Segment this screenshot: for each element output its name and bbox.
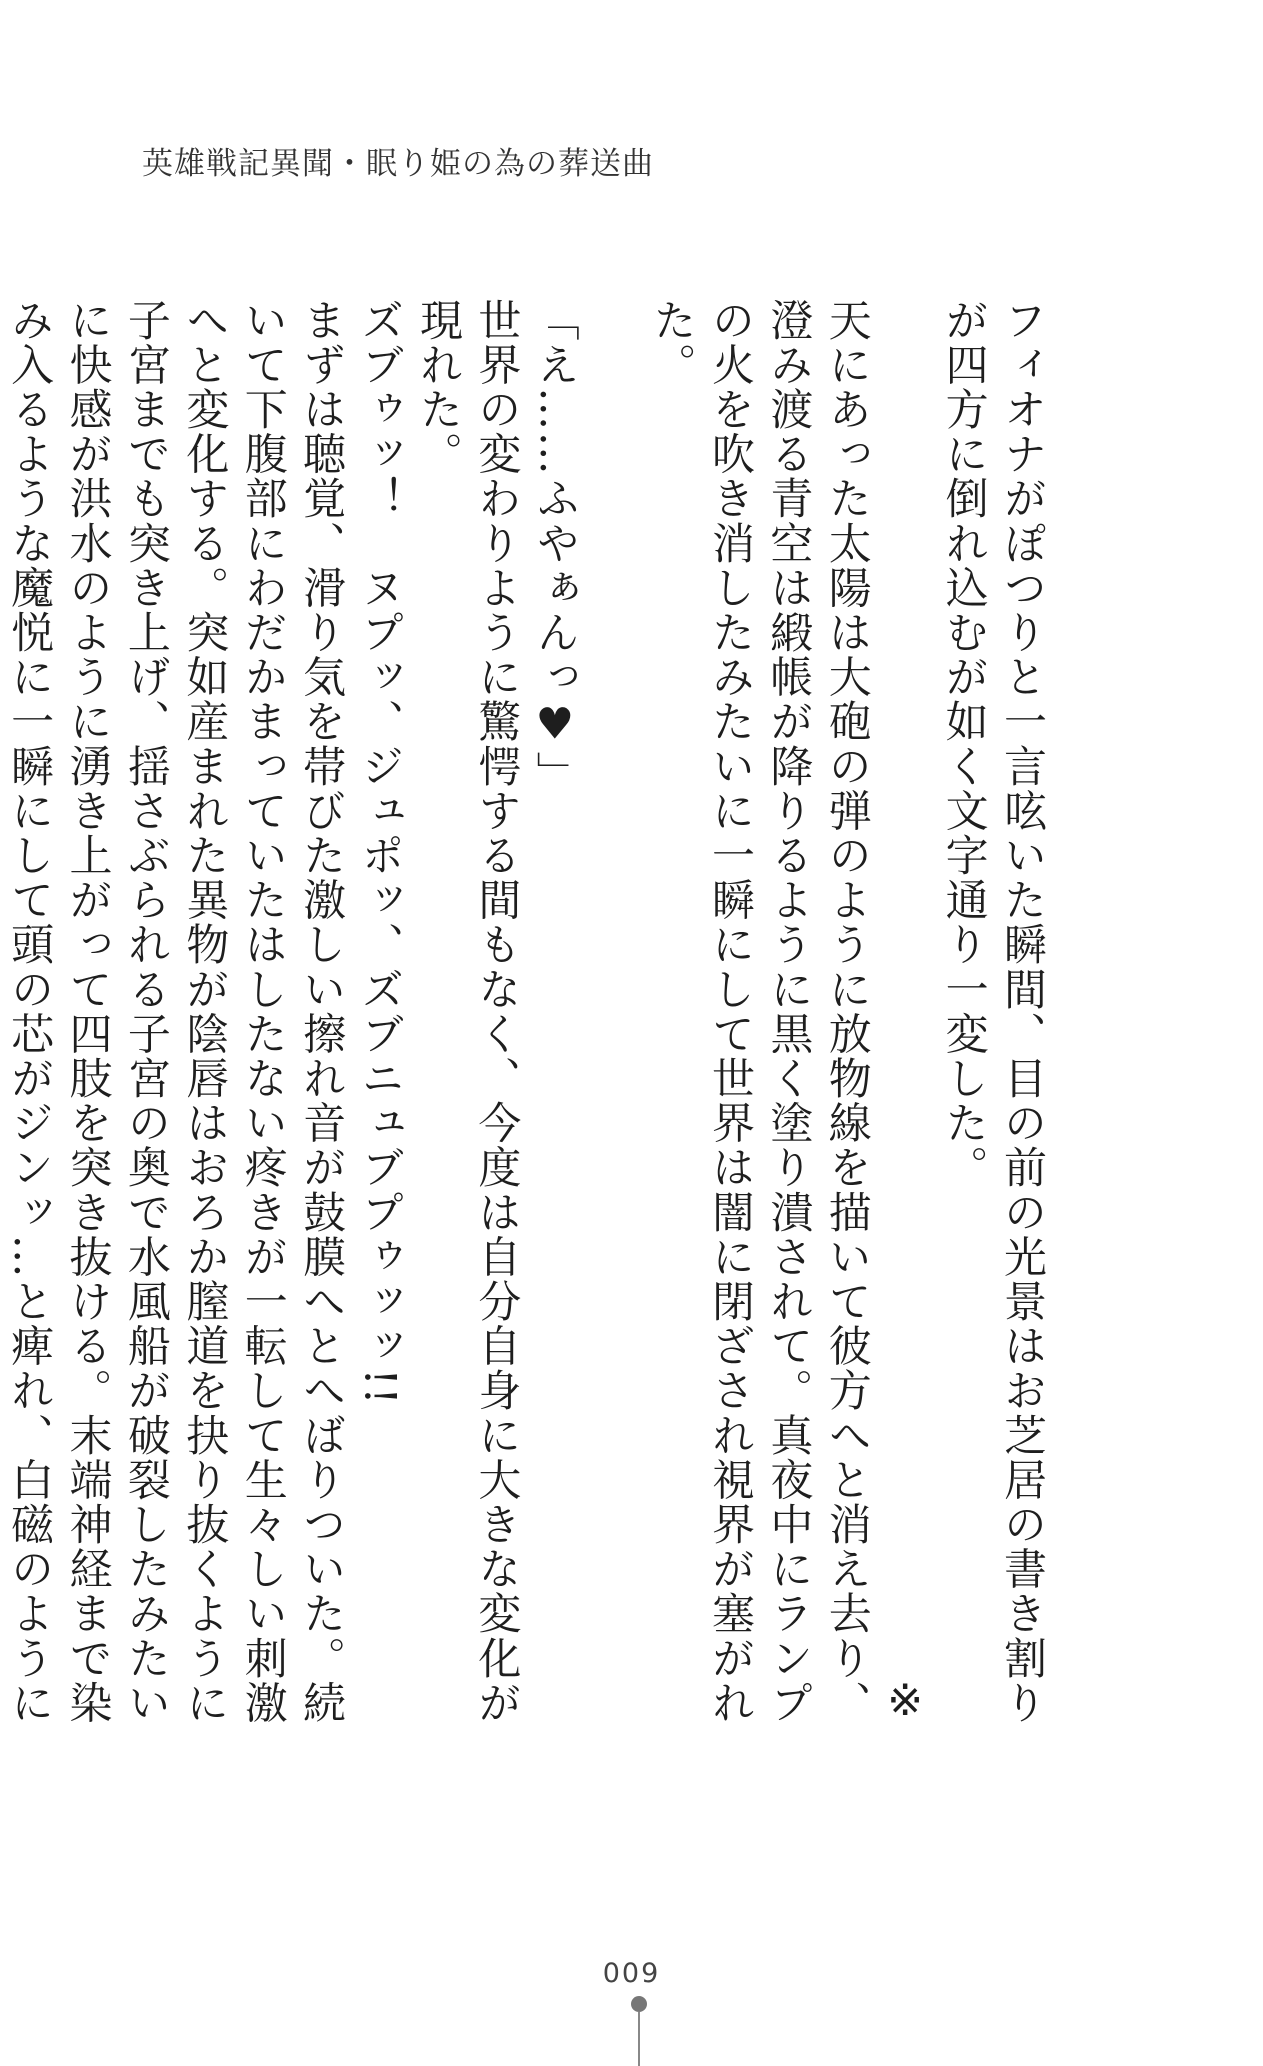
page-marker-line xyxy=(638,2012,640,2066)
paragraph-2: 天にあった太陽は大砲の弾のように放物線を描いて彼方へと消え去り、澄み渡る青空は緞帳が降りるように黒く塗り潰されて。真夜中にランプの火を吹き消したみたいに一瞬にして世界は闇に閉ざされ視界が塞がれた。 xyxy=(646,298,872,1726)
paragraph-4: まずは聴覚、滑り気を帯びた激しい擦れ音が鼓膜へとへばりついた。続いて下腹部にわだかまっていたはしたない疼きが一転して生々しい刺激へと変化する。突如産まれた異物が陰唇はおろか膣道を抉り抜くように子宮までも突き上げ、揺さぶられる子宮の奥で水風船が破裂したみたいに快感が洪水のように湧き上がって四肢を突き抜ける。末端神経まで染み入るような魔悦に一瞬にして頭の芯がジンッ…と痺れ、白磁のように xyxy=(4,298,347,1726)
sound-effect-line: ズブゥッ！ ヌプッ、ジュポッ、ズブニュブプゥッッ!! xyxy=(354,298,405,1407)
dialogue-1: 「え……ふやぁんっ♥」 xyxy=(529,298,580,796)
running-header-title: 英雄戦記異聞・眠り姫の為の葬送曲 xyxy=(142,146,654,182)
blank-line xyxy=(584,298,642,299)
page-number: 009 xyxy=(602,1958,661,1989)
page-marker-dot xyxy=(631,1996,647,2012)
scene-break-mark: ※ xyxy=(880,1676,931,1728)
paragraph-3: 世界の変わりように驚愕する間もなく、今度は自分自身に大きな変化が現れた。 xyxy=(412,298,522,1726)
paragraph-1: フィオナがぽつりと一言呟いた瞬間、目の前の光景はお芝居の書き割りが四方に倒れ込むが如く文字通り一変した。 xyxy=(938,298,1047,1726)
vertical-body-text xyxy=(0,298,1051,1728)
